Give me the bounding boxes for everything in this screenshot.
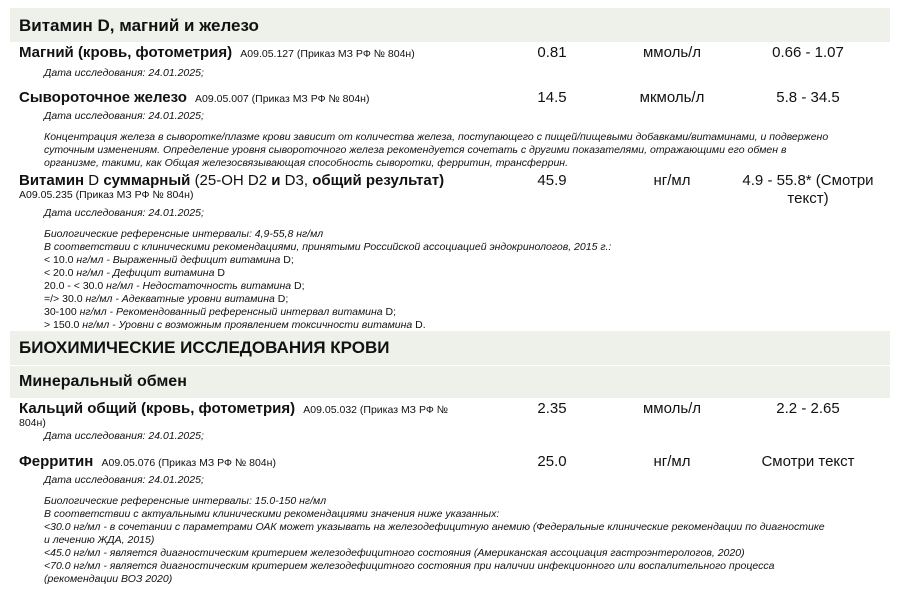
reference-range: 0.66 - 1.07 <box>772 44 844 61</box>
note-line: В соответствии с клиническими рекомендациями, принятыми Российской ассоциацией эндокринологов, 2015 г.: <box>44 241 612 253</box>
reference-range: 4.9 - 55.8* (Смотри текст) <box>742 172 874 207</box>
note-line: Биологические референсные интервалы: 4,9-55,8 нг/мл <box>44 228 324 240</box>
note-line: < 10.0 нг/мл - Выраженный дефицит витамина D; <box>44 254 294 266</box>
note-line: и лечению ЖДА, 2015) <box>44 534 155 546</box>
test-code: A09.05.235 (Приказ МЗ РФ № 804н) <box>19 189 194 201</box>
result-value: 25.0 <box>537 453 567 470</box>
result-unit: нг/мл <box>653 453 691 470</box>
test-code: A09.05.007 (Приказ МЗ РФ № 804н) <box>195 93 370 105</box>
note-line: В соответствии с актуальными клиническими рекомендациями значения ниже указанных: <box>44 508 500 520</box>
test-note <box>44 228 894 332</box>
section-header-biochem <box>10 331 890 365</box>
note-line: (рекомендации ВОЗ 2020) <box>44 573 173 585</box>
note-line: =/> 30.0 нг/мл - Адекватные уровни витамина D; <box>44 293 289 305</box>
section-header-vitamin <box>10 8 890 42</box>
note-line: суточным изменениям. Определение уровня сывороточного железа рекомендуется сочетать с другими показателями, отражающими его обмен в <box>44 144 787 156</box>
study-date: Дата исследования: 24.01.2025; <box>44 110 204 122</box>
test-name: Магний (кровь, фотометрия) A09.05.127 (Приказ МЗ РФ № 804н) <box>19 44 415 61</box>
result-unit: ммоль/л <box>642 400 702 417</box>
test-code: A09.05.076 (Приказ МЗ РФ № 804н) <box>101 457 276 469</box>
section-title: Витамин D, магний и железо <box>19 16 259 35</box>
result-value: 45.9 <box>537 172 567 189</box>
note-line: <45.0 нг/мл - является диагностическим критерием железодефицитного состояния (Американская ассоциация гастроэнтерологов, 2020) <box>44 547 745 559</box>
result-unit: мкмоль/л <box>639 89 705 106</box>
result-unit: нг/мл <box>653 172 691 189</box>
reference-range: 5.8 - 34.5 <box>776 89 840 106</box>
study-date: Дата исследования: 24.01.2025; <box>44 67 204 79</box>
reference-range: 2.2 - 2.65 <box>776 400 840 417</box>
test-name: Витамин D суммарный (25-OH D2 и D3, общий результат) <box>19 172 445 189</box>
study-date: Дата исследования: 24.01.2025; <box>44 474 204 486</box>
test-note <box>44 495 894 586</box>
section-header-mineral <box>10 366 890 398</box>
study-date: Дата исследования: 24.01.2025; <box>44 207 204 219</box>
note-line: <70.0 нг/мл - является диагностическим критерием железодефицитного состояния при наличии инфекционного или воспалительного процесса <box>44 560 775 572</box>
note-line: Биологические референсные интервалы: 15.0-150 нг/мл <box>44 495 327 507</box>
note-line: <30.0 нг/мл - в сочетании с параметрами ОАК может указывать на железодефицитную анемию (Федеральные клинические рекомендации по диагностике <box>44 521 825 533</box>
reference-range: Смотри текст <box>761 453 855 470</box>
test-code: A09.05.032 (Приказ МЗ РФ № <box>303 404 448 416</box>
test-name: Кальций общий (кровь, фотометрия) A09.05.032 (Приказ МЗ РФ № <box>19 400 448 417</box>
note-line: организме, такими, как Общая железосвязывающая способность сыворотки, ферритин, трансферрин. <box>44 157 568 169</box>
note-line: > 150.0 нг/мл - Уровни с возможным проявлением токсичности витамина D. <box>44 319 426 331</box>
test-note <box>44 131 894 170</box>
result-unit: ммоль/л <box>642 44 702 61</box>
result-value: 0.81 <box>537 44 567 61</box>
result-value: 14.5 <box>537 89 567 106</box>
note-line: < 20.0 нг/мл - Дефицит витамина D <box>44 267 225 279</box>
section-title: БИОХИМИЧЕСКИЕ ИССЛЕДОВАНИЯ КРОВИ <box>19 338 390 357</box>
test-name: Ферритин A09.05.076 (Приказ МЗ РФ № 804н) <box>19 453 276 470</box>
note-line: 20.0 - < 30.0 нг/мл - Недостаточность витамина D; <box>44 280 305 292</box>
section-title: Минеральный обмен <box>19 373 187 390</box>
note-line: 30-100 нг/мл - Рекомендованный референсный интервал витамина D; <box>44 306 397 318</box>
note-line: Концентрация железа в сыворотке/плазме крови зависит от количества железа, поступающего с пищей/пищевыми добавками/витаминами, и подвержено <box>44 131 829 143</box>
test-name: Сывороточное железо A09.05.007 (Приказ МЗ РФ № 804н) <box>19 89 370 106</box>
test-code-continued: 804н) <box>19 417 46 429</box>
result-value: 2.35 <box>537 400 567 417</box>
study-date: Дата исследования: 24.01.2025; <box>44 430 204 442</box>
test-code: A09.05.127 (Приказ МЗ РФ № 804н) <box>240 48 415 60</box>
